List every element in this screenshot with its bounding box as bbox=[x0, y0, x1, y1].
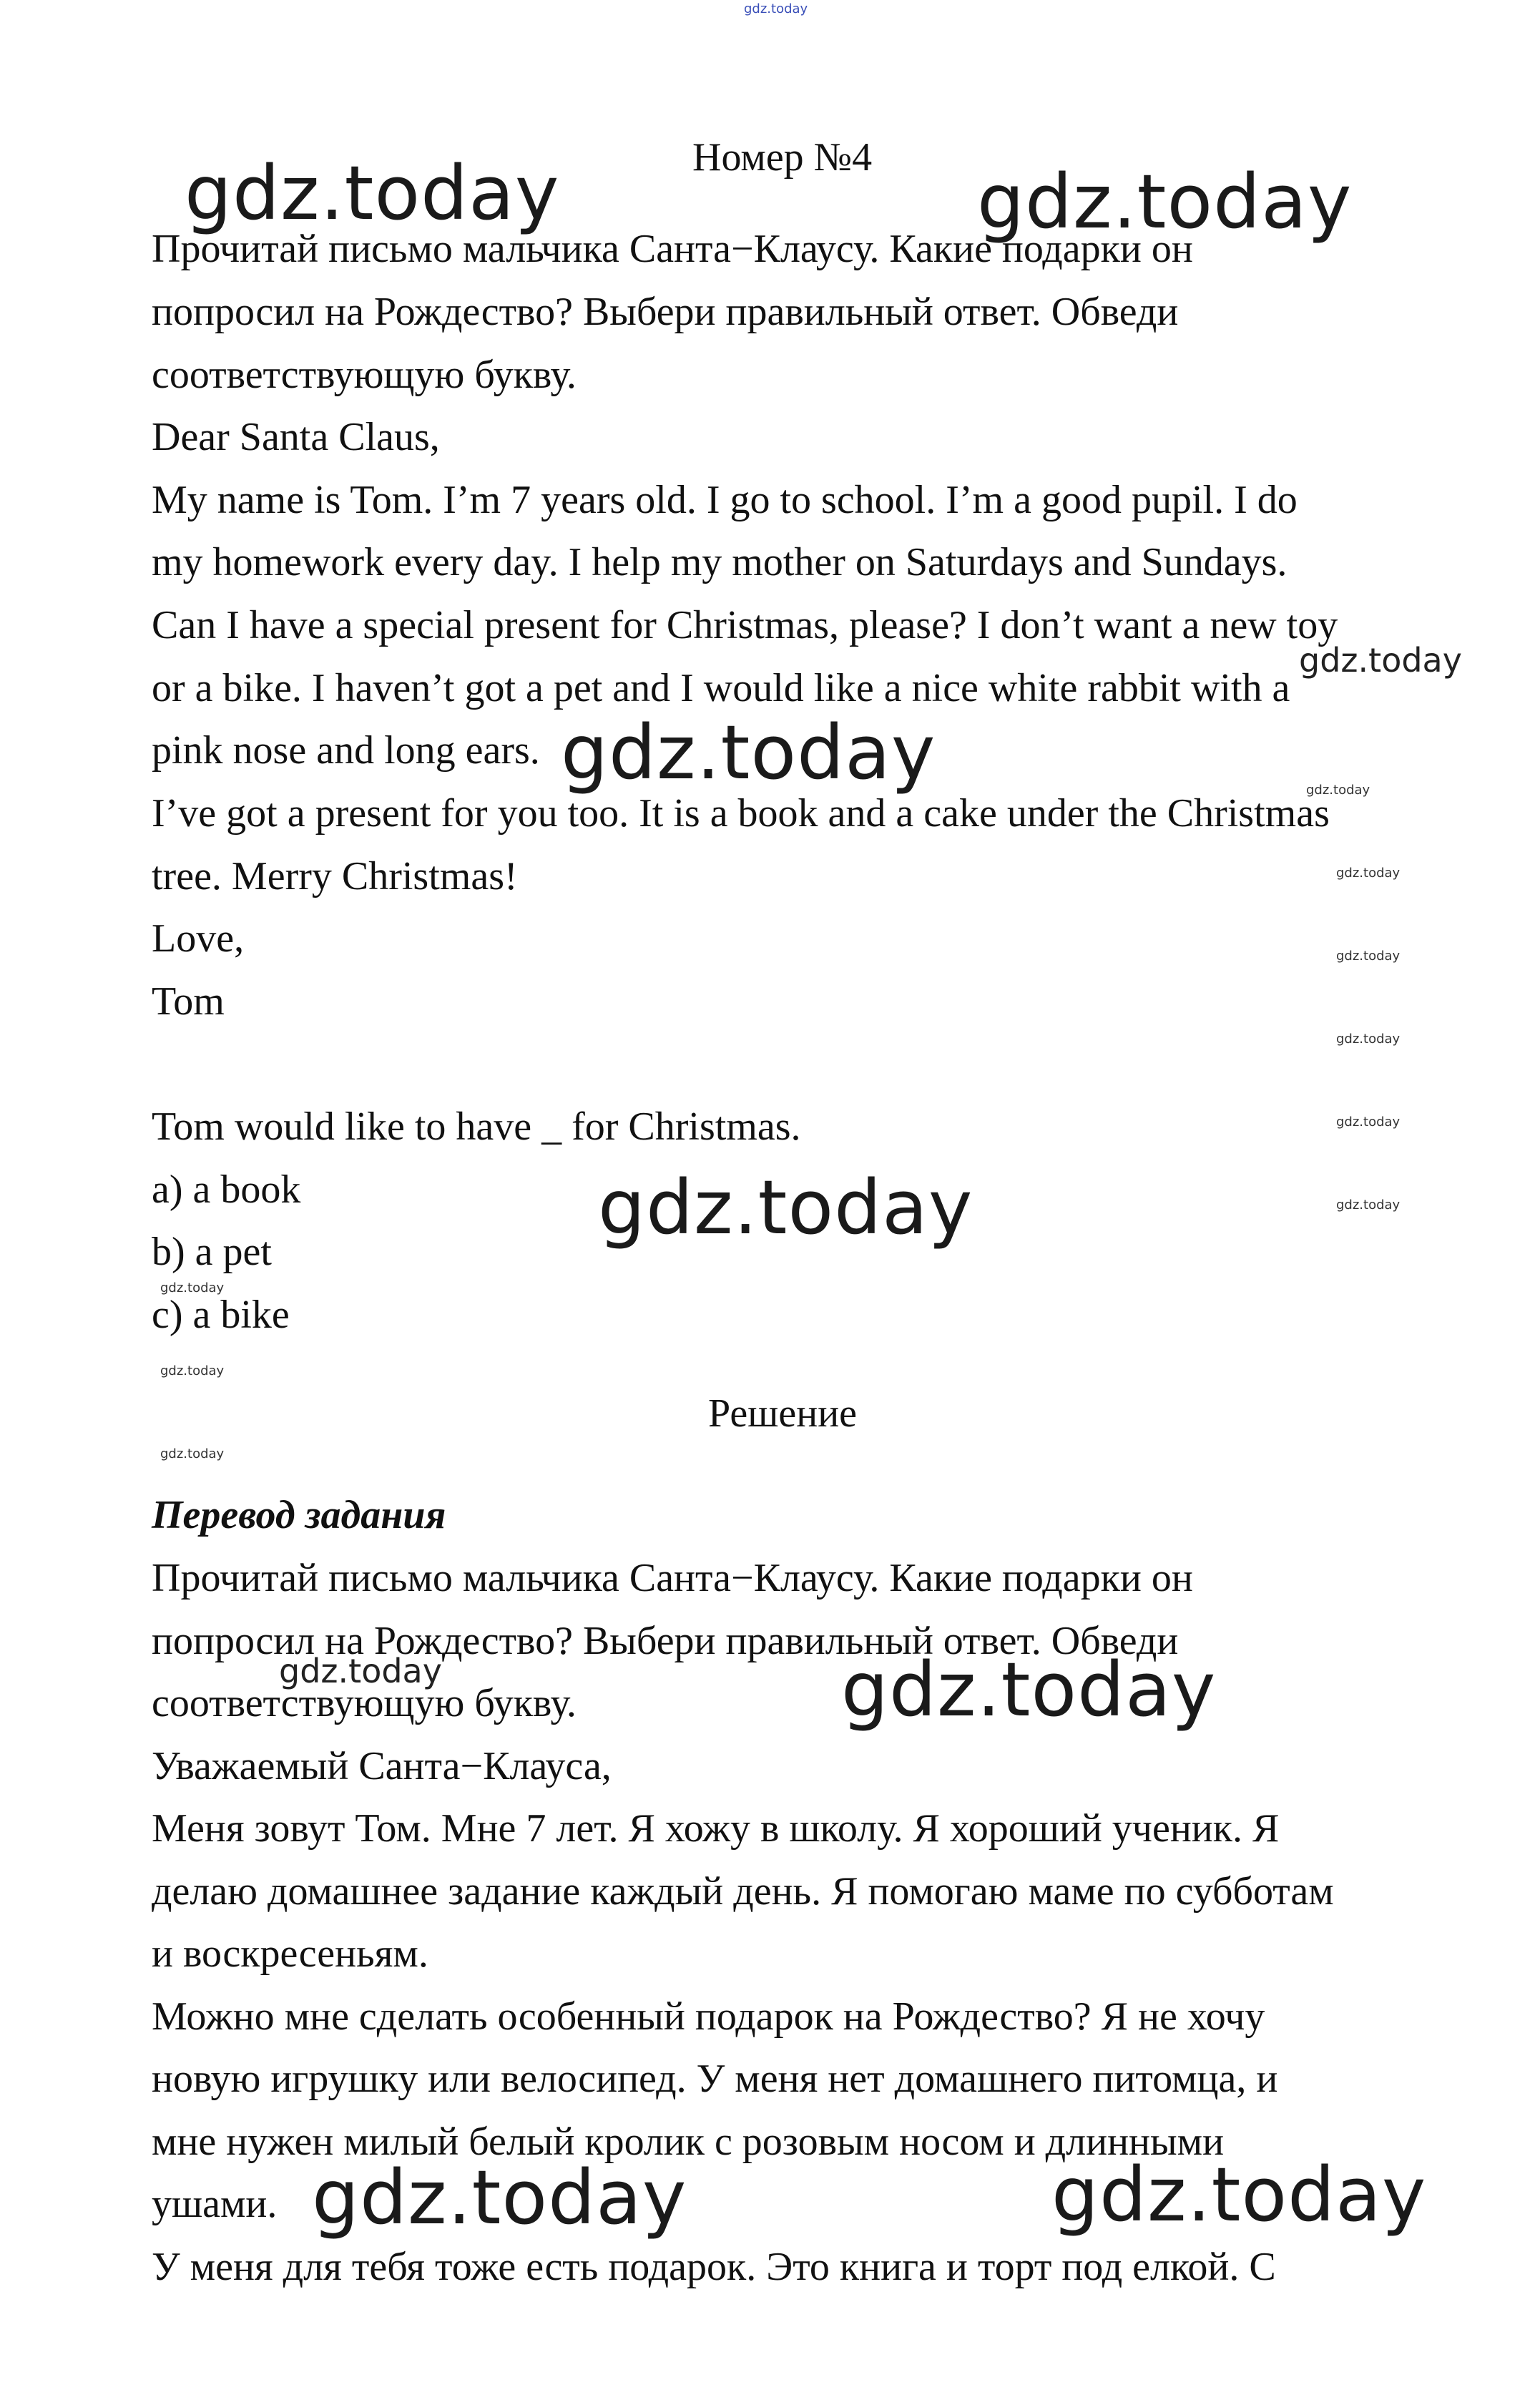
translation-line: У меня для тебя тоже есть подарок. Это книга и торт под елкой. С bbox=[152, 2245, 1276, 2289]
watermark: gdz.today bbox=[279, 1652, 442, 1690]
instruction-line: попросил на Рождество? Выбери правильный ответ. Обведи bbox=[152, 290, 1179, 334]
letter-line: Tom bbox=[152, 979, 225, 1024]
letter-line: or a bike. I haven’t got a pet and I would like a nice white rabbit with a bbox=[152, 666, 1290, 710]
watermark: gdz.today bbox=[561, 709, 936, 796]
watermark: gdz.today bbox=[1336, 949, 1401, 964]
letter-line: Love, bbox=[152, 916, 245, 961]
question: Tom would like to have _ for Christmas. bbox=[152, 1104, 801, 1149]
translation-line: и воскресеньям. bbox=[152, 1931, 428, 1976]
letter-line: My name is Tom. I’m 7 years old. I go to school. I’m a good pupil. I do bbox=[152, 478, 1298, 522]
watermark: gdz.today bbox=[1051, 2151, 1427, 2238]
watermark: gdz.today bbox=[185, 150, 560, 237]
translation-line: Можно мне сделать особенный подарок на Рождество? Я не хочу bbox=[152, 1994, 1265, 2039]
instruction-line: соответствующую букву. bbox=[152, 353, 577, 397]
translation-line: Уважаемый Санта−Клауса, bbox=[152, 1744, 612, 1788]
translation-line: новую игрушку или велосипед. У меня нет домашнего питомца, и bbox=[152, 2057, 1278, 2101]
watermark: gdz.today bbox=[1336, 866, 1401, 881]
watermark: gdz.today bbox=[1306, 783, 1370, 798]
letter-line: tree. Merry Christmas! bbox=[152, 854, 518, 898]
watermark: gdz.today bbox=[977, 158, 1353, 245]
option-a: a) a book bbox=[152, 1167, 301, 1212]
letter-line: Can I have a special present for Christmas, please? I don’t want a new toy bbox=[152, 603, 1338, 647]
letter-line: pink nose and long ears. bbox=[152, 728, 540, 773]
watermark: gdz.today bbox=[312, 2154, 687, 2241]
solution-title: Решение bbox=[708, 1391, 858, 1436]
option-b: b) a pet bbox=[152, 1230, 272, 1274]
translation-line: Меня зовут Том. Мне 7 лет. Я хожу в школу. Я хороший ученик. Я bbox=[152, 1806, 1280, 1851]
translation-line: ушами. bbox=[152, 2182, 278, 2226]
watermark: gdz.today bbox=[160, 1446, 225, 1461]
watermark: gdz.today bbox=[1336, 1115, 1401, 1130]
watermark: gdz.today bbox=[160, 1363, 225, 1378]
translation-line: Прочитай письмо мальчика Санта−Клаусу. Какие подарки он bbox=[152, 1556, 1193, 1600]
watermark: gdz.today bbox=[1336, 1032, 1401, 1047]
translation-line: соответствующую букву. bbox=[152, 1681, 577, 1725]
watermark: gdz.today bbox=[1299, 641, 1462, 680]
instruction-line: Прочитай письмо мальчика Санта−Клаусу. Какие подарки он bbox=[152, 227, 1193, 271]
task-title: Номер №4 bbox=[692, 135, 873, 180]
letter-line: Dear Santa Claus, bbox=[152, 415, 440, 459]
watermark: gdz.today bbox=[598, 1164, 973, 1251]
translation-line: мне нужен милый белый кролик с розовым носом и длинными bbox=[152, 2120, 1225, 2164]
translation-line: делаю домашнее задание каждый день. Я помогаю маме по субботам bbox=[152, 1869, 1334, 1914]
translation-heading: Перевод задания bbox=[152, 1493, 446, 1537]
watermark-top: gdz.today bbox=[744, 1, 808, 16]
letter-line: my homework every day. I help my mother on Saturdays and Sundays. bbox=[152, 540, 1288, 584]
option-c: c) a bike bbox=[152, 1293, 290, 1337]
translation-line: попросил на Рождество? Выбери правильный ответ. Обведи bbox=[152, 1619, 1179, 1663]
watermark: gdz.today bbox=[841, 1646, 1217, 1733]
letter-line: I’ve got a present for you too. It is a book and a cake under the Christmas bbox=[152, 791, 1330, 836]
watermark: gdz.today bbox=[1336, 1197, 1401, 1213]
watermark: gdz.today bbox=[160, 1280, 225, 1295]
